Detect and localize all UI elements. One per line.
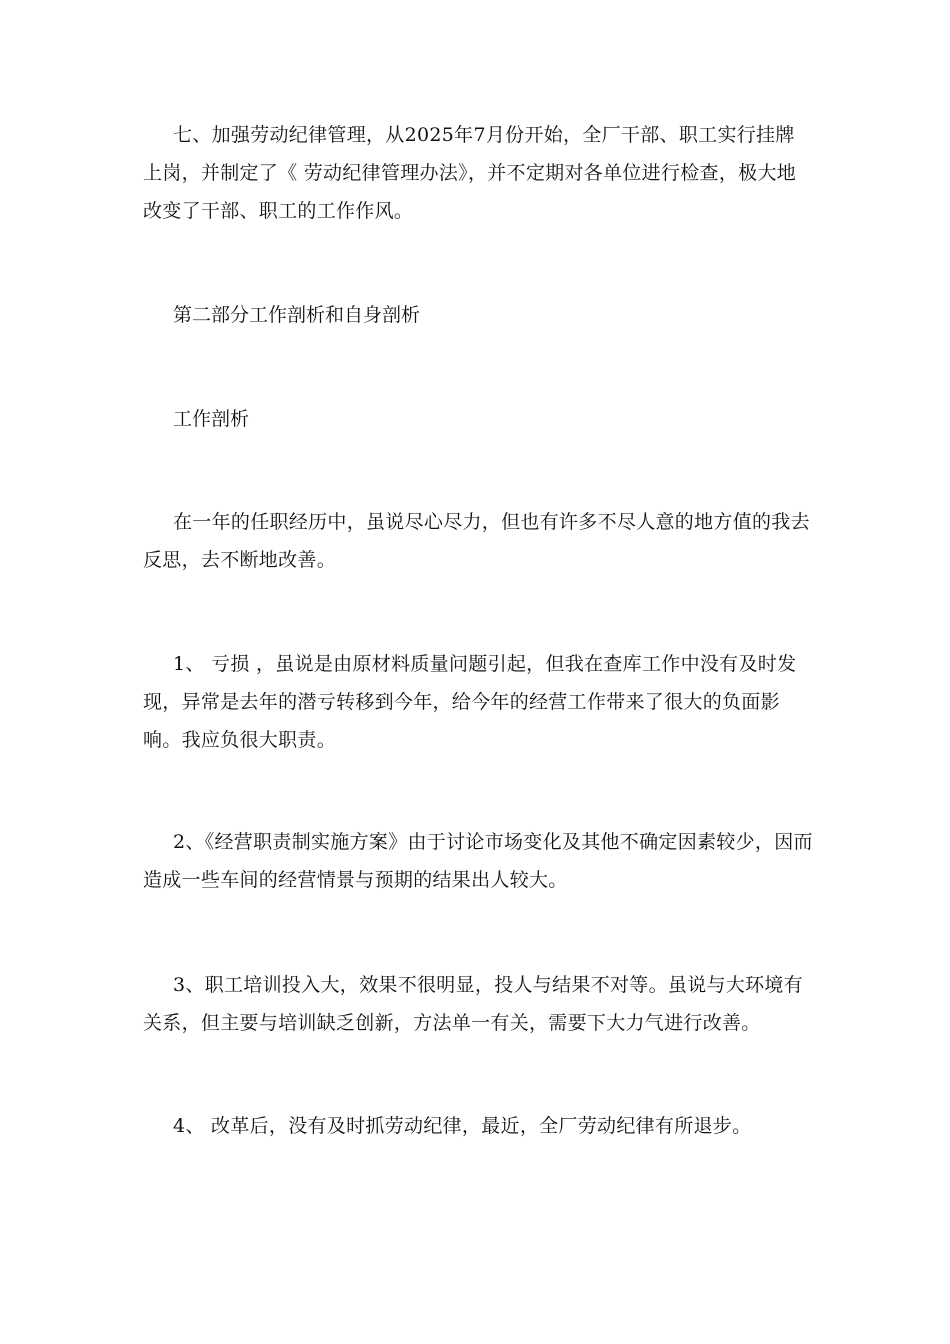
- paragraph-item-1: 1、 亏损 ，虽说是由原材料质量问题引起，但我在查库工作中没有及时发现，异常是去年的潜亏转移到今年，给今年的经营工作带来了很大的负面影响。我应负很大职责。: [143, 653, 797, 751]
- paragraph-item-4: 4、 改革后，没有及时抓劳动纪律，最近，全厂劳动纪律有所退步。: [173, 1115, 752, 1137]
- section-heading-part-two: 第二部分工作剖析和自身剖析: [173, 304, 421, 326]
- paragraph-item-seven: 七、加强劳动纪律管理，从2025年7月份开始，全厂干部、职工实行挂牌上岗，并制定了《 劳动纪律管理办法》，并不定期对各单位进行检查，极大地改变了干部、职工的工作作风。: [143, 124, 797, 222]
- subsection-heading-work-analysis: 工作剖析: [173, 408, 250, 430]
- paragraph-item-3: 3、职工培训投入大，效果不很明显，投人与结果不对等。虽说与大环境有关系，但主要与培训缺乏创新，方法单一有关，需要下大力气进行改善。: [143, 974, 803, 1034]
- paragraph-item-2: 2、《经营职责制实施方案》由于讨论市场变化及其他不确定因素较少，因而造成一些车间的经营情景与预期的结果出人较大。: [143, 831, 813, 891]
- paragraph-intro: 在一年的任职经历中，虽说尽心尽力，但也有许多不尽人意的地方值的我去反思，去不断地改善。: [143, 511, 810, 571]
